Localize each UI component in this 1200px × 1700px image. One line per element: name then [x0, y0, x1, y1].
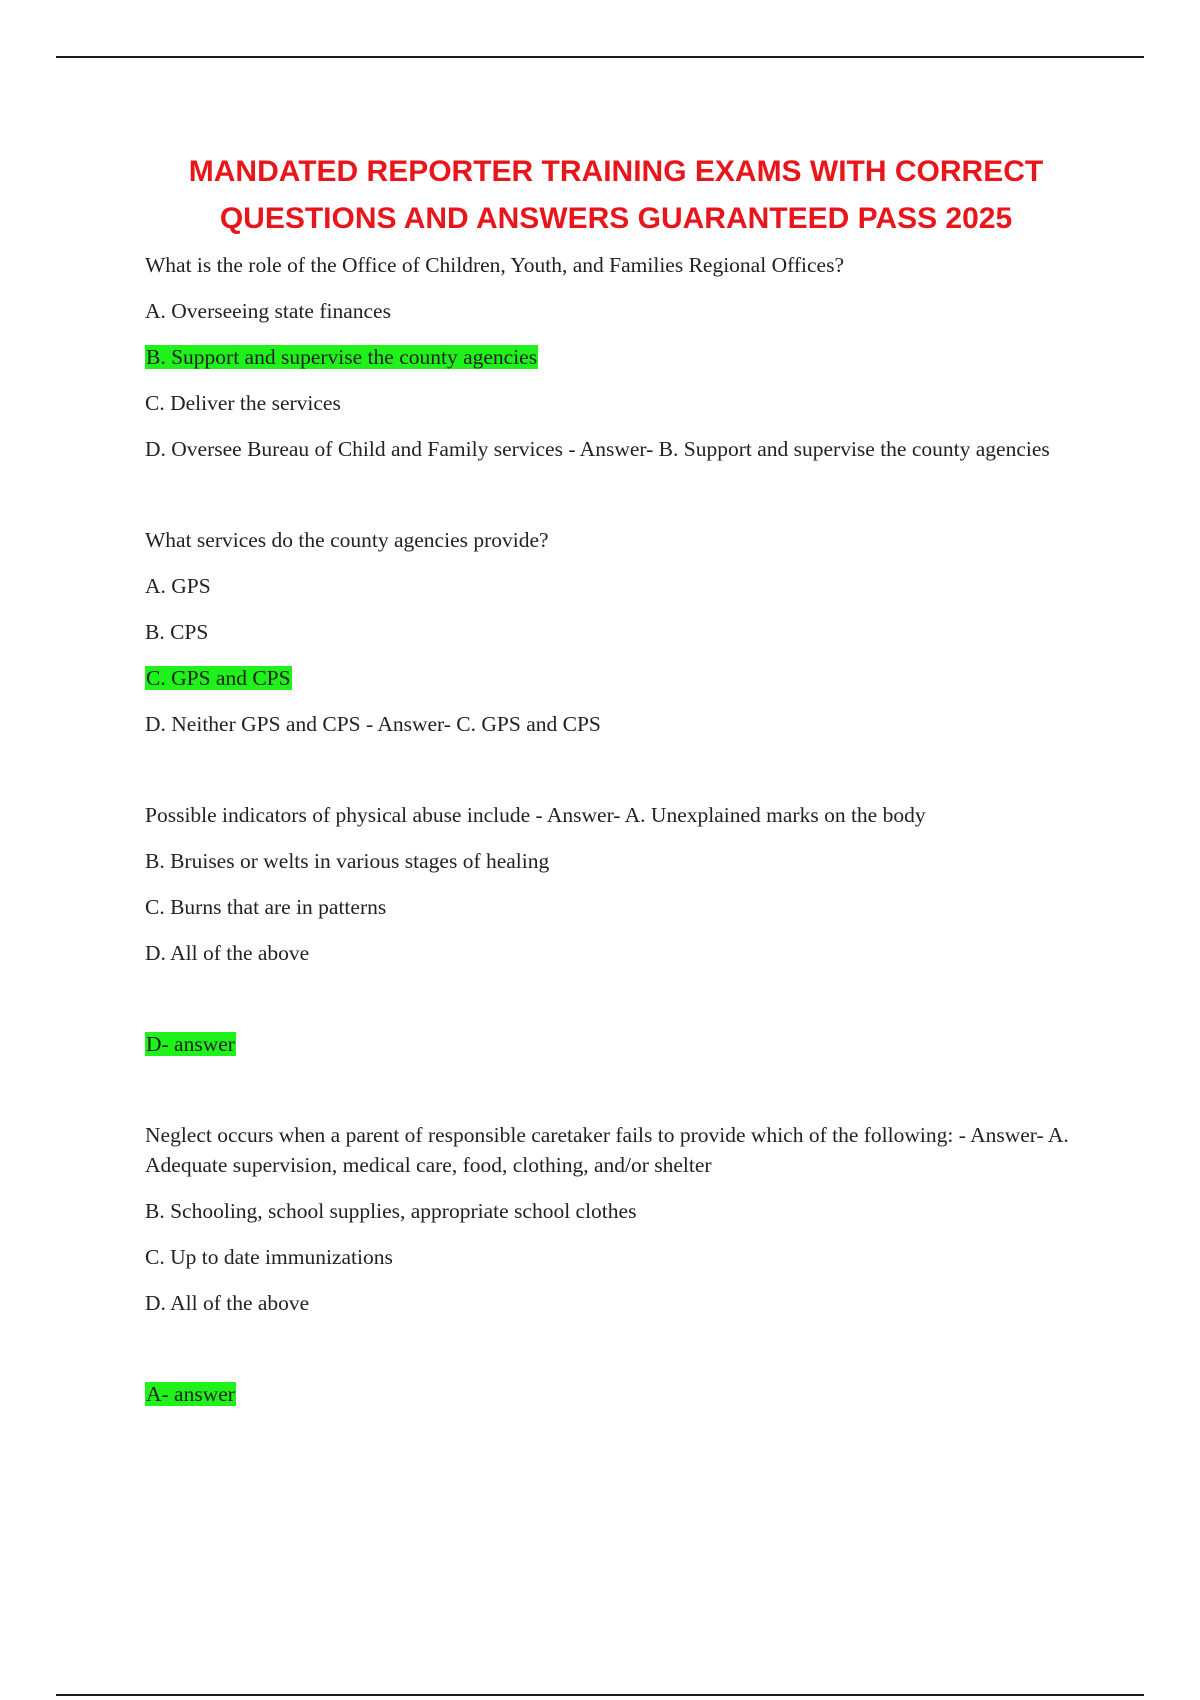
q2-option-b: B. CPS [145, 620, 209, 644]
q1-correct-highlight: B. Support and supervise the county agencies [146, 345, 538, 369]
document-body [145, 250, 1085, 1409]
q1-option-d: D. Oversee Bureau of Child and Family services - Answer- B. Support and supervise the county agencies [145, 437, 1050, 461]
q2-option-d: D. Neither GPS and CPS - Answer- C. GPS and CPS [145, 712, 601, 736]
q3-answer-highlight: D- answer [146, 1032, 235, 1056]
q4-answer-note [145, 1379, 1085, 1409]
q3-answer-note [145, 1029, 1085, 1059]
bottom-rule [56, 1694, 1144, 1696]
title-line-2: QUESTIONS AND ANSWERS GUARANTEED PASS 2025 [219, 202, 1013, 235]
q4-option-c: C. Up to date immunizations [145, 1245, 393, 1269]
q1-option-b [145, 342, 1085, 372]
question-4: Neglect occurs when a parent of responsible caretaker fails to provide which of the following: - Answer- A. Adequate supervision, medical care, food, clothing, and/or shelter [145, 1123, 1069, 1177]
q3-option-c: C. Burns that are in patterns [145, 895, 387, 919]
top-rule [56, 56, 1144, 58]
q4-answer-highlight: A- answer [146, 1382, 235, 1406]
q3-option-d: D. All of the above [145, 941, 310, 965]
question-2: What services do the county agencies provide? [145, 528, 549, 552]
q1-option-a: A. Overseeing state finances [145, 299, 391, 323]
q1-option-c: C. Deliver the services [145, 391, 341, 415]
title-line-1: MANDATED REPORTER TRAINING EXAMS WITH CORRECT [188, 155, 1044, 188]
q3-option-b: B. Bruises or welts in various stages of healing [145, 849, 550, 873]
document-title [0, 148, 1200, 242]
q4-option-d: D. All of the above [145, 1291, 310, 1315]
q2-option-c [145, 663, 1085, 693]
q2-option-a: A. GPS [145, 574, 211, 598]
question-3: Possible indicators of physical abuse include - Answer- A. Unexplained marks on the body [145, 803, 926, 827]
q4-option-b: B. Schooling, school supplies, appropriate school clothes [145, 1199, 637, 1223]
question-1: What is the role of the Office of Children, Youth, and Families Regional Offices? [145, 253, 845, 277]
q2-correct-highlight: C. GPS and CPS [146, 666, 291, 690]
